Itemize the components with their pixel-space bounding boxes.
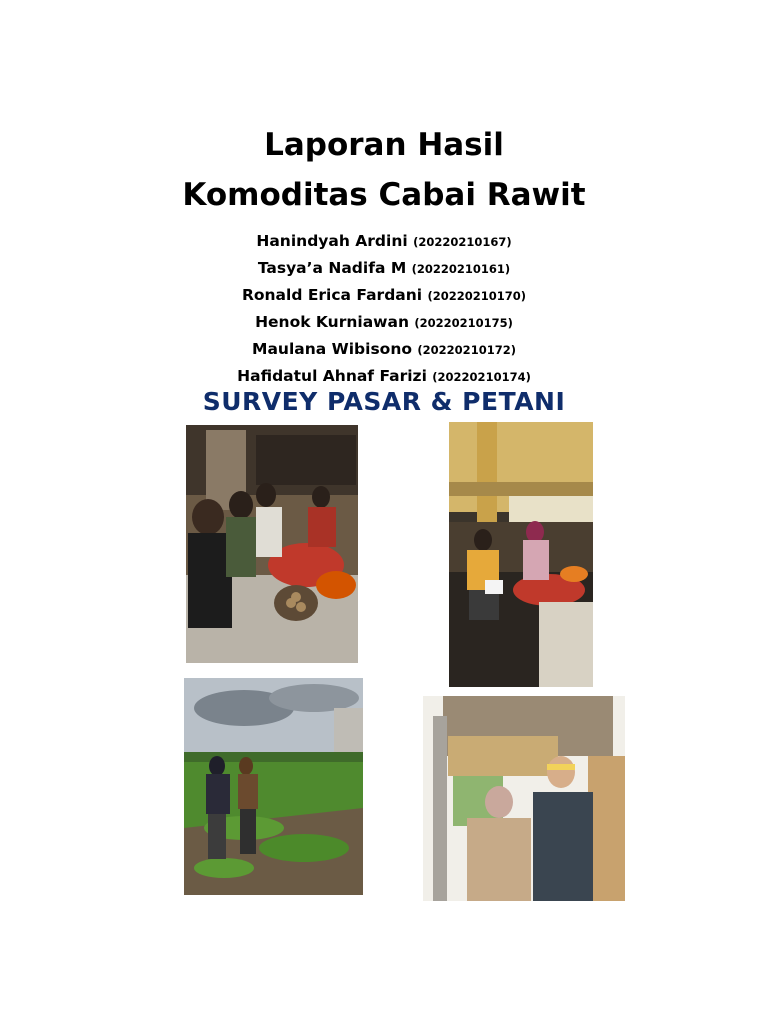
author-nim: (20220210167): [413, 235, 512, 249]
section-heading: SURVEY PASAR & PETANI: [202, 387, 566, 416]
farmer-portrait-photo: [423, 696, 625, 901]
author-name: Tasya’a Nadifa M: [257, 259, 407, 277]
market-vendor-photo: [449, 422, 593, 687]
author-nim: (20220210175): [414, 316, 513, 330]
author-name: Maulana Wibisono: [252, 340, 413, 358]
author-name: Hafidatul Ahnaf Farizi: [237, 367, 427, 385]
author-item: [0, 309, 768, 336]
report-title-line-2: Komoditas Cabai Rawit: [182, 177, 586, 213]
report-title-line-1: Laporan Hasil: [264, 127, 504, 163]
author-item: [0, 228, 768, 255]
author-name: Hanindyah Ardini: [256, 232, 408, 250]
author-nim: (20220210174): [432, 370, 531, 384]
author-list: [0, 228, 768, 390]
author-name: Ronald Erica Fardani: [241, 286, 423, 304]
author-item: [0, 336, 768, 363]
author-item: [0, 282, 768, 309]
author-item: [0, 255, 768, 282]
author-nim: (20220210170): [427, 289, 527, 303]
author-nim: (20220210172): [417, 343, 516, 357]
author-item: [0, 363, 768, 390]
author-nim: (20220210161): [411, 262, 511, 276]
farm-field-photo: [184, 678, 363, 895]
author-name: Henok Kurniawan: [255, 313, 409, 331]
market-interview-photo: [186, 425, 358, 663]
